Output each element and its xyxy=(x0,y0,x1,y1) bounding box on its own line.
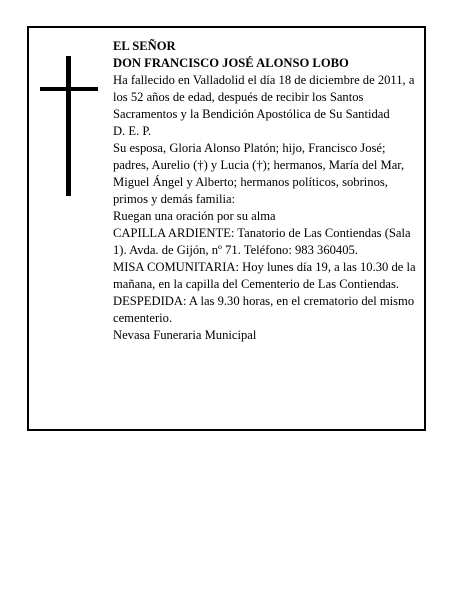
chapel-info: CAPILLA ARDIENTE: Tanatorio de Las Contiendas (Sala 1). Avda. de Gijón, nº 71. Teléfono: 983 360405. xyxy=(113,226,411,257)
cross-horizontal-bar xyxy=(40,87,98,91)
family-list: Su esposa, Gloria Alonso Platón; hijo, Francisco José; padres, Aurelio (†) y Lucia (†); hermanos, María del Mar, Miguel Ángel y Alberto; hermanos políticos, sobrinos, primos y demás familia: xyxy=(113,141,405,206)
funeral-home: Nevasa Funeraria Municipal xyxy=(113,328,257,342)
deceased-name: DON FRANCISCO JOSÉ ALONSO LOBO xyxy=(113,56,349,70)
notice-heading: EL SEÑOR xyxy=(113,39,176,53)
mass-info: MISA COMUNITARIA: Hoy lunes día 19, a las 10.30 de la mañana, en la capilla del Cementerio de Las Contiendas. xyxy=(113,260,416,291)
farewell-info: DESPEDIDA: A las 9.30 horas, en el crematorio del mismo cementerio. xyxy=(113,294,415,325)
death-announcement: Ha fallecido en Valladolid el día 18 de diciembre de 2011, a los 52 años de edad, después de recibir los Santos Sacramentos y la Bendición Apostólica de Su Santidad xyxy=(113,73,415,121)
obituary-text xyxy=(113,38,419,344)
cross-icon xyxy=(40,56,98,196)
prayer-request: Ruegan una oración por su alma xyxy=(113,209,276,223)
cross-vertical-bar xyxy=(66,56,71,196)
dep-line: D. E. P. xyxy=(113,124,152,138)
